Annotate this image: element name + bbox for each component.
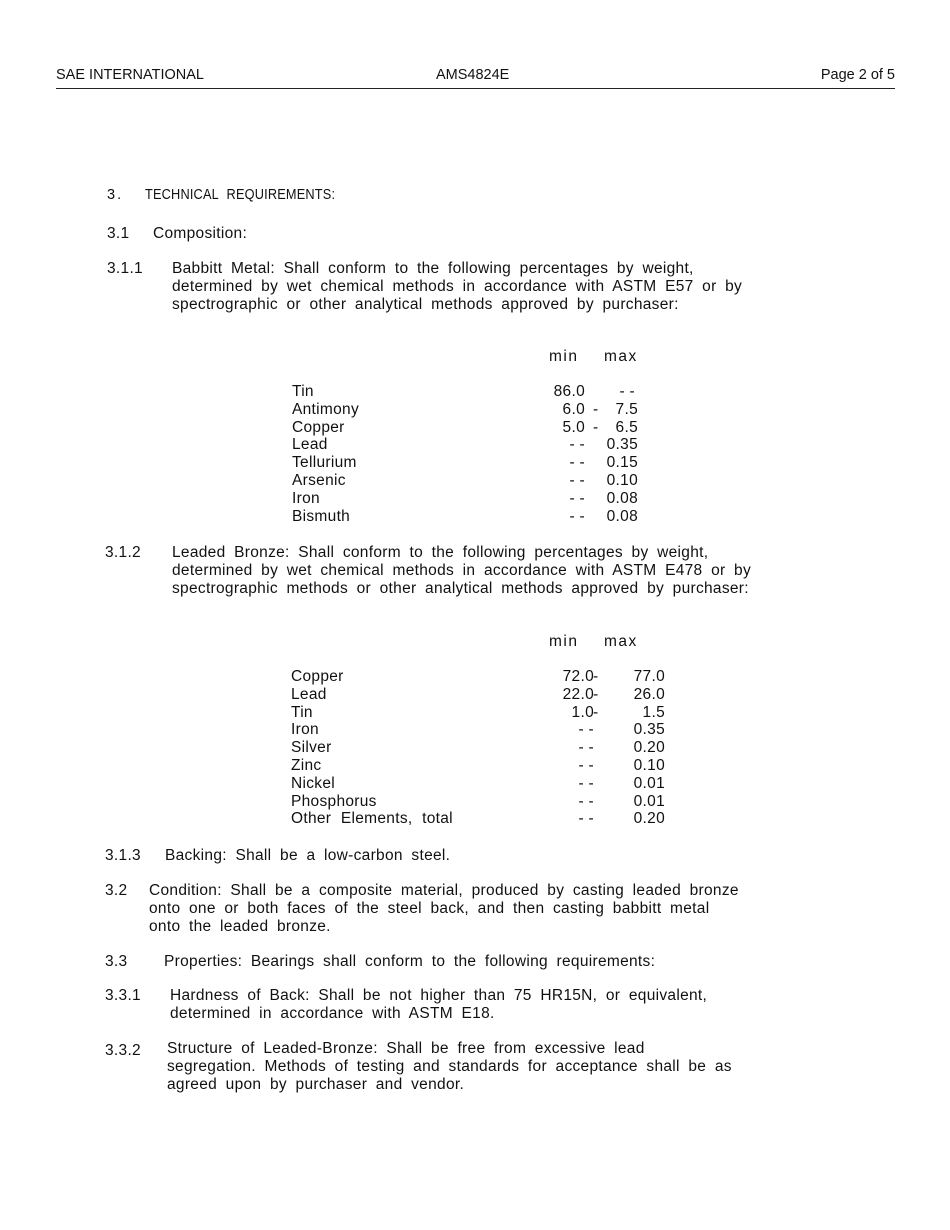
paragraph-body [170,987,707,1023]
table-row [292,472,672,490]
element-name: Arsenic [292,472,346,489]
max-value: 0.08 [606,507,638,525]
min-value: - - [578,757,594,774]
element-name: Tellurium [292,454,357,472]
section-number: 3.1.3 [105,847,141,864]
paragraph-line: spectrographic methods or other analytical methods approved by purchaser: [172,580,749,597]
page-header [56,66,895,89]
element-name: Copper [291,668,344,685]
paragraph-line: agreed upon by purchaser and vendor. [167,1076,465,1093]
element-name: Silver [291,739,332,757]
min-value: - - [578,810,594,828]
max-value: 77.0 [633,668,665,685]
section-number: 3.1 [107,225,130,242]
paragraph-body [172,544,751,598]
min-value: 86.0 [553,383,585,400]
max-value: 0.15 [606,454,638,472]
min-value: - - [569,454,585,472]
element-name: Other Elements, total [291,810,453,828]
section-number: 3.2 [105,882,128,899]
max-value: 0.10 [633,757,665,774]
leaded-bronze-composition-table [291,668,681,836]
table-row [292,454,672,472]
paragraph-line: onto one or both faces of the steel back, and then casting babbitt metal [149,900,710,917]
table-row [291,739,681,757]
babbitt-composition-table [292,383,672,533]
min-value: 6.0 [562,400,585,418]
table-row [291,668,681,686]
max-value: 0.01 [633,792,665,810]
range-separator: - [593,418,599,436]
max-value: 6.5 [615,418,638,436]
section-number: 3. [107,187,124,203]
min-value: 22.0 [562,685,594,703]
max-value: 26.0 [633,685,665,703]
min-value: - - [578,721,594,739]
range-separator: - [593,400,599,418]
table-row [292,419,672,437]
paragraph-line: determined by wet chemical methods in accordance with ASTM E478 or by [172,562,752,579]
min-value: 5.0 [562,418,585,436]
section-number: 3.1.2 [105,544,141,561]
table-row [291,704,681,722]
min-value: - - [578,792,594,810]
paragraph-body [167,1040,732,1094]
max-value: 1.5 [642,703,665,721]
element-name: Tin [291,703,313,721]
paragraph-line: spectrographic or other analytical methods approved by purchaser: [172,296,679,313]
table-row [291,810,681,828]
paragraph-line: segregation. Methods of testing and standards for acceptance shall be as [167,1058,732,1075]
max-value: 7.5 [615,400,638,418]
min-value: - - [569,436,585,454]
min-value: - - [569,507,585,525]
element-name: Copper [292,418,345,436]
range-separator: - [593,668,599,685]
paragraph-body [149,882,739,936]
section-3-heading [107,187,361,203]
element-name: Bismuth [292,507,351,525]
element-name: Phosphorus [291,792,377,810]
max-value: 0.08 [606,489,638,507]
table-row [291,721,681,739]
paragraph-line: determined in accordance with ASTM E18. [170,1005,495,1022]
paragraph-body [164,953,655,971]
paragraph-line: Properties: Bearings shall conform to the following requirements: [164,953,656,970]
table1-max-header: max [604,348,638,365]
min-value: - - [578,739,594,757]
paragraph-line: Condition: Shall be a composite material, produced by casting leaded bronze [149,882,739,899]
section-3-1-heading [107,225,247,243]
table-row [291,757,681,775]
max-value: 0.35 [633,721,665,739]
min-value: - - [569,472,585,489]
paragraph-line: Hardness of Back: Shall be not higher than 75 HR15N, or equivalent, [170,987,708,1004]
element-name: Iron [291,721,319,739]
section-title: TECHNICAL REQUIREMENTS: [145,187,336,203]
table2-min-header: min [549,633,579,650]
paragraph-line: Leaded Bronze: Shall conform to the following percentages by weight, [172,544,709,561]
table-row [292,508,672,526]
max-value: - - [619,383,635,400]
min-value: - - [578,774,594,792]
paragraph-line: Backing: Shall be a low-carbon steel. [165,847,451,864]
table-row [292,436,672,454]
table-row [291,686,681,704]
table-row [291,793,681,811]
paragraph-line: Structure of Leaded-Bronze: Shall be free from excessive lead [167,1040,645,1057]
min-value: - - [569,489,585,507]
element-name: Nickel [291,774,336,792]
section-number: 3.3.2 [105,1042,141,1059]
header-organization: SAE INTERNATIONAL [56,67,204,83]
paragraph-line: determined by wet chemical methods in accordance with ASTM E57 or by [172,278,743,295]
element-name: Zinc [291,757,322,774]
paragraph-body [172,260,742,314]
header-document-id: AMS4824E [436,67,510,83]
max-value: 0.20 [633,739,665,757]
range-separator: - [593,685,599,703]
section-number: 3.1.1 [107,260,143,277]
paragraph-line: Babbitt Metal: Shall conform to the following percentages by weight, [172,260,694,277]
max-value: 0.20 [633,810,665,828]
max-value: 0.35 [606,436,638,454]
paragraph-line: onto the leaded bronze. [149,918,331,935]
table2-max-header: max [604,633,638,650]
paragraph-body [165,847,450,865]
min-value: 72.0 [562,668,594,685]
section-number: 3.3 [105,953,128,970]
element-name: Lead [292,436,328,454]
element-name: Tin [292,383,314,400]
table-row [292,401,672,419]
table-row [292,383,672,401]
table1-min-header: min [549,348,579,365]
table-row [291,775,681,793]
section-title: Composition: [153,225,248,242]
element-name: Lead [291,685,327,703]
max-value: 0.10 [606,472,638,489]
max-value: 0.01 [633,774,665,792]
element-name: Iron [292,489,320,507]
min-value: 1.0 [571,703,594,721]
section-number: 3.3.1 [105,987,141,1004]
table-row [292,490,672,508]
range-separator: - [593,703,599,721]
header-page-number: Page 2 of 5 [820,67,895,83]
element-name: Antimony [292,400,360,418]
